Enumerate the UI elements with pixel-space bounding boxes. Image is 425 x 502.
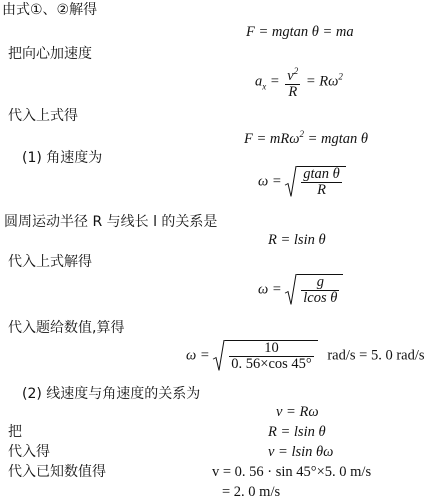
accel-denominator: R: [288, 84, 298, 100]
omega-lhs-3: ω =: [186, 347, 210, 364]
force-lhs: F = mRω: [244, 131, 300, 147]
equation-linear-velocity-numeric: v = 0. 56 · sin 45°×5. 0 m/s: [212, 464, 372, 480]
text-line-19: 代入已知数值得: [8, 464, 106, 480]
force-rhs: = mgtan θ: [303, 131, 369, 147]
sqrt-angular-velocity: [285, 166, 346, 198]
equation-radius-restated: R = lsin θ: [268, 424, 326, 440]
solved-numerator: g: [301, 275, 339, 291]
angular-velocity-numerator: gtan θ: [303, 166, 340, 182]
text-line-9: 圆周运动半径 R 与线长 l 的关系是: [4, 214, 218, 230]
numeric-result: rad/s = 5. 0 rad/s: [327, 347, 425, 364]
equation-linear-velocity-substituted: v = lsin θω: [268, 444, 334, 460]
text-line-3: 把向心加速度: [8, 46, 92, 62]
accel-fraction: [285, 64, 300, 100]
numeric-numerator: 10: [229, 341, 313, 357]
accel-rhs-exponent: 2: [338, 71, 343, 82]
equation-angular-velocity-solved: [258, 274, 343, 306]
text-line-11: 代入上式解得: [8, 254, 92, 270]
accel-subscript: x: [262, 81, 267, 92]
equation-linear-velocity-result: = 2. 0 m/s: [222, 484, 281, 500]
equation-angular-velocity: [258, 166, 346, 198]
equation-linear-velocity: v = Rω: [276, 404, 319, 420]
text-line-15: (2) 线速度与角速度的关系为: [22, 386, 201, 402]
equation-radius: R = lsin θ: [268, 232, 326, 248]
angular-velocity-denominator: R: [317, 182, 326, 198]
text-line-13: 代入题给数值,算得: [8, 320, 125, 336]
equation-force-substituted: [244, 126, 368, 147]
force-exponent: 2: [299, 129, 304, 139]
equation-force: F = mgtan θ = ma: [246, 24, 354, 40]
accel-symbol: a: [255, 73, 263, 90]
text-line-7: (1) 角速度为: [22, 150, 103, 166]
equation-angular-velocity-numeric: [186, 340, 425, 372]
text-line-1: 由式①、②解得: [2, 2, 98, 18]
numeric-denominator: 0. 56×cos 45°: [231, 356, 312, 372]
accel-numerator-exponent: 2: [293, 66, 299, 76]
equation-centripetal-acceleration: $a_x$ = $\frac{v^2}{R}$ = $R\omega^2$: [255, 66, 343, 100]
omega-lhs-2: ω =: [258, 281, 282, 298]
solved-denominator: lcos θ: [303, 290, 338, 306]
text-line-5: 代入上式得: [8, 108, 78, 124]
text-line-17: 把: [8, 424, 22, 440]
text-line-18: 代入得: [8, 444, 50, 460]
sqrt-angular-velocity-solved: [285, 274, 343, 306]
sqrt-angular-velocity-numeric: [213, 340, 317, 372]
accel-rhs: = Rω: [305, 73, 339, 90]
accel-numerator: v: [287, 68, 294, 84]
omega-lhs-1: ω =: [258, 173, 282, 190]
